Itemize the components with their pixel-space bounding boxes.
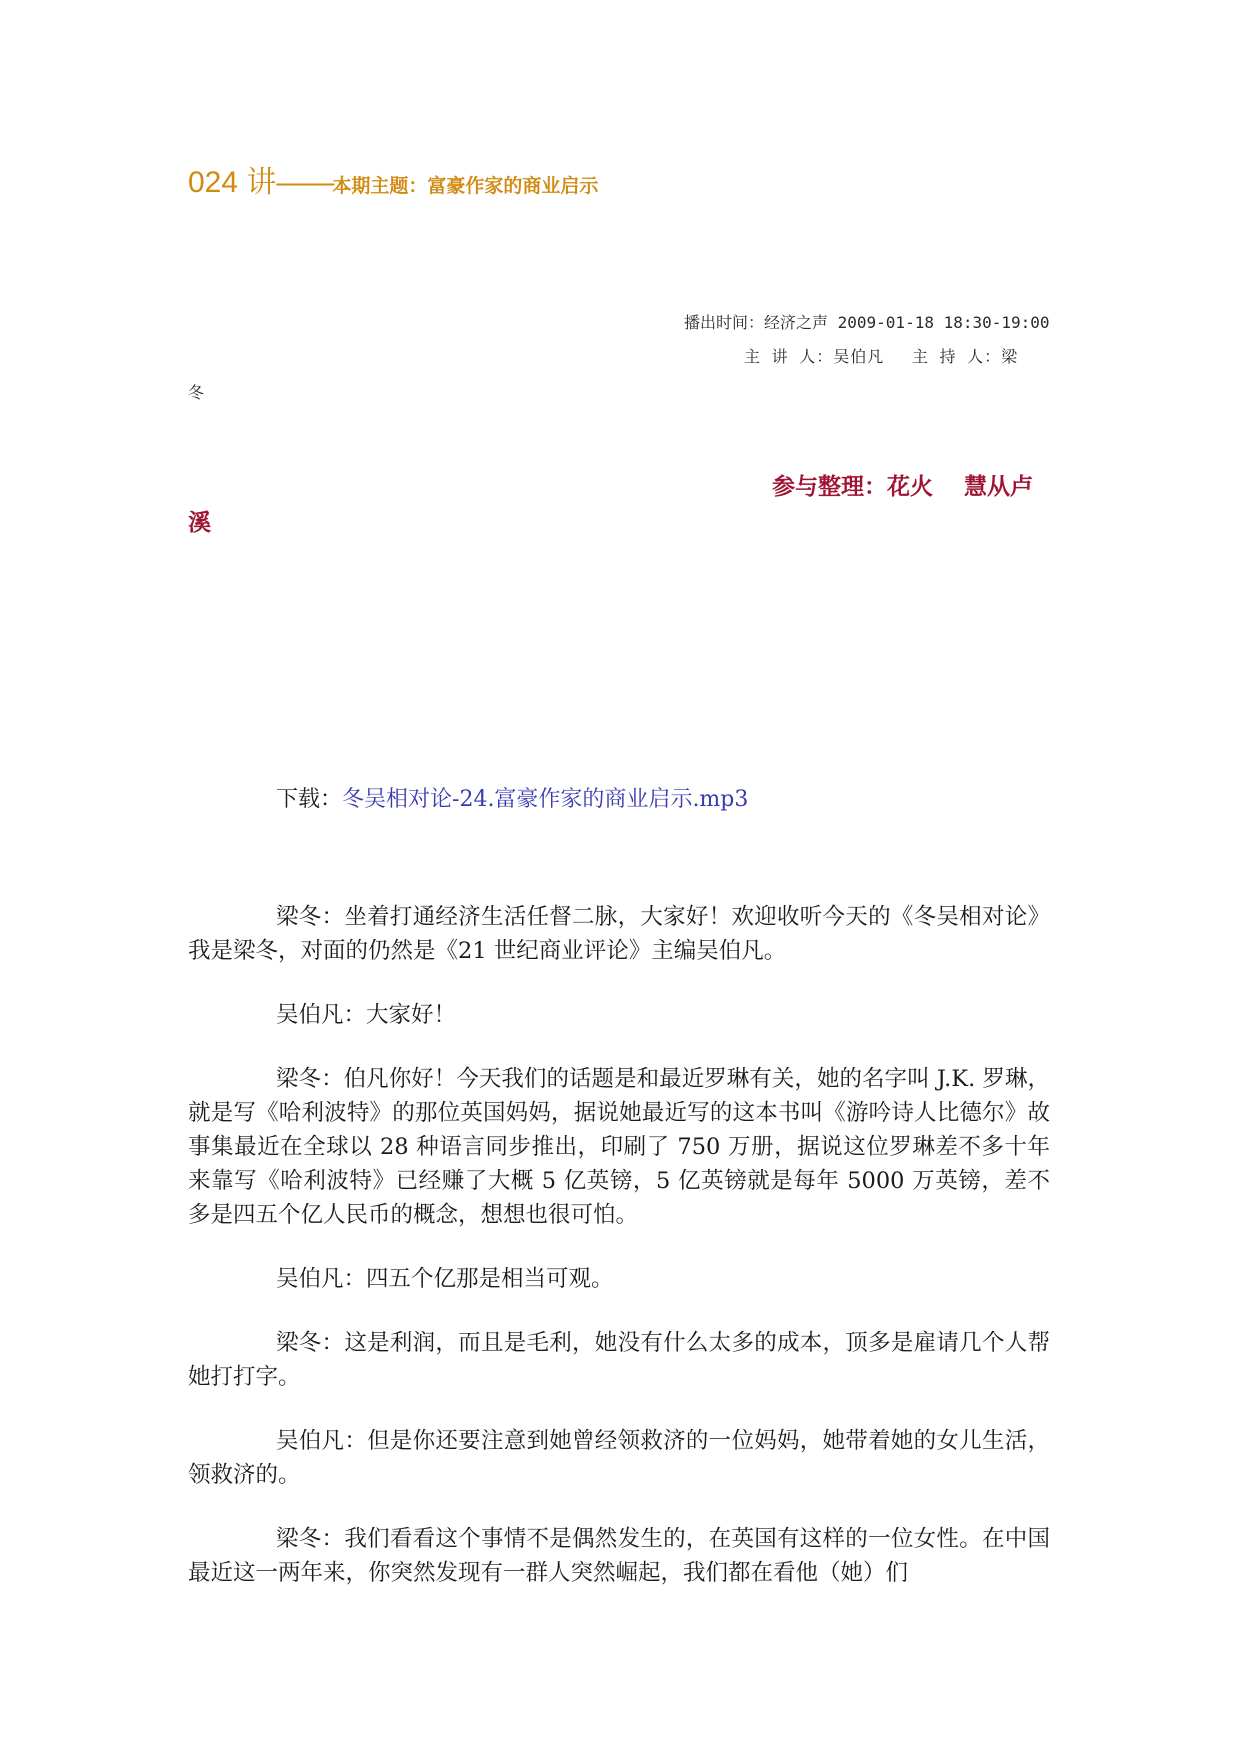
page-title xyxy=(188,168,598,198)
download-link[interactable]: 冬吴相对论-24.富豪作家的商业启示.mp3 xyxy=(342,787,749,812)
speakers-line-wrap: 冬 xyxy=(188,383,205,402)
transcript-body xyxy=(188,900,1050,1620)
topic-title: 本期主题：富豪作家的商业启示 xyxy=(332,175,599,197)
paragraph: 梁冬：伯凡你好！今天我们的话题是和最近罗琳有关，她的名字叫 J.K. 罗琳，就是写《哈利波特》的那位英国妈妈，据说她最近写的这本书叫《游吟诗人比德尔》故事集最近在全球以 28 种语言同步推出，印刷了 750 万册，据说这位罗琳差不多十年来靠写《哈利波特》已经赚了大概 5 亿英镑，5 亿英镑就是每年 5000 万英镑，差不多是四五个亿人民币的概念，想想也很可怕。 xyxy=(188,1066,1050,1228)
speakers-line: 主 讲 人：吴伯凡 主 持 人：梁 xyxy=(744,347,1019,366)
paragraph: 吴伯凡：大家好！ xyxy=(276,1002,457,1028)
editors-credit: 参与整理：花火 慧从卢 xyxy=(772,474,1034,500)
paragraph: 梁冬：这是利润，而且是毛利，她没有什么太多的成本，顶多是雇请几个人帮她打打字。 xyxy=(188,1330,1050,1390)
lecture-number: 024 讲 xyxy=(188,166,277,199)
title-dash: —— xyxy=(276,166,333,199)
download-line xyxy=(276,782,748,813)
paragraph: 吴伯凡：四五个亿那是相当可观。 xyxy=(276,1266,614,1292)
paragraph: 梁冬：我们看看这个事情不是偶然发生的，在英国有这样的一位女性。在中国最近这一两年来，你突然发现有一群人突然崛起，我们都在看他（她）们 xyxy=(188,1526,1050,1586)
broadcast-time: 播出时间：经济之声 2009-01-18 18:30-19:00 xyxy=(684,313,1050,332)
editors-credit-wrap: 溪 xyxy=(188,510,211,536)
paragraph: 吴伯凡：但是你还要注意到她曾经领救济的一位妈妈，她带着她的女儿生活，领救济的。 xyxy=(188,1428,1050,1488)
paragraph: 梁冬：坐着打通经济生活任督二脉，大家好！欢迎收听今天的《冬吴相对论》我是梁冬，对面的仍然是《21 世纪商业评论》主编吴伯凡。 xyxy=(188,904,1050,964)
download-label: 下载： xyxy=(276,787,343,812)
